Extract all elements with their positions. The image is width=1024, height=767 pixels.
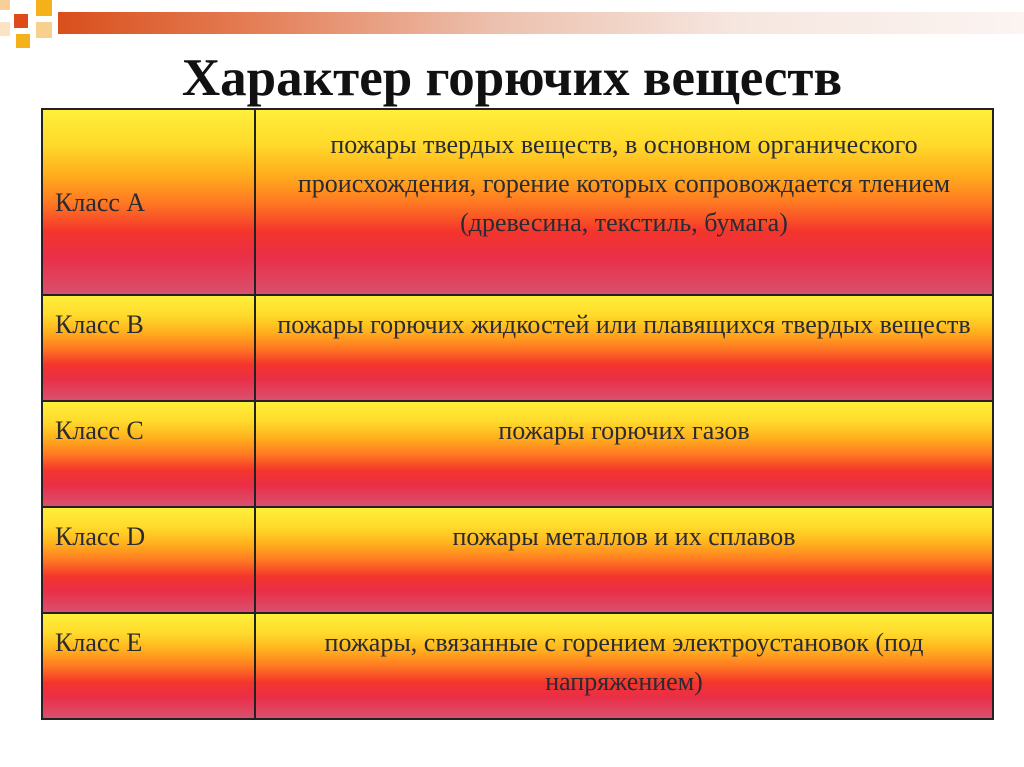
class-label-cell: Класс С <box>42 401 255 507</box>
corner-decoration <box>0 0 1024 48</box>
decor-square <box>0 0 10 10</box>
class-label-cell: Класс D <box>42 507 255 613</box>
table-row <box>42 295 993 401</box>
header-gradient-bar <box>58 12 1024 34</box>
decor-square <box>36 22 52 38</box>
decor-square <box>14 14 28 28</box>
description-cell: пожары горючих газов <box>255 401 993 507</box>
description-cell: пожары, связанные с горением электроустановок (под напряжением) <box>255 613 993 719</box>
decor-square <box>36 0 52 16</box>
class-label-cell: Класс А <box>42 109 255 295</box>
class-label-cell: Класс Е <box>42 613 255 719</box>
description-cell: пожары твердых веществ, в основном органического происхождения, горение которых сопровождается тлением (древесина, текстиль, бумага) <box>255 109 993 295</box>
table-row <box>42 507 993 613</box>
fire-classes-table <box>41 108 994 720</box>
slide-title: Характер горючих веществ <box>181 49 843 107</box>
table-row <box>42 613 993 719</box>
class-label-cell: Класс В <box>42 295 255 401</box>
description-cell: пожары металлов и их сплавов <box>255 507 993 613</box>
table-row <box>42 401 993 507</box>
description-cell: пожары горючих жидкостей или плавящихся твердых веществ <box>255 295 993 401</box>
decor-square <box>0 22 10 36</box>
table-row <box>42 109 993 295</box>
